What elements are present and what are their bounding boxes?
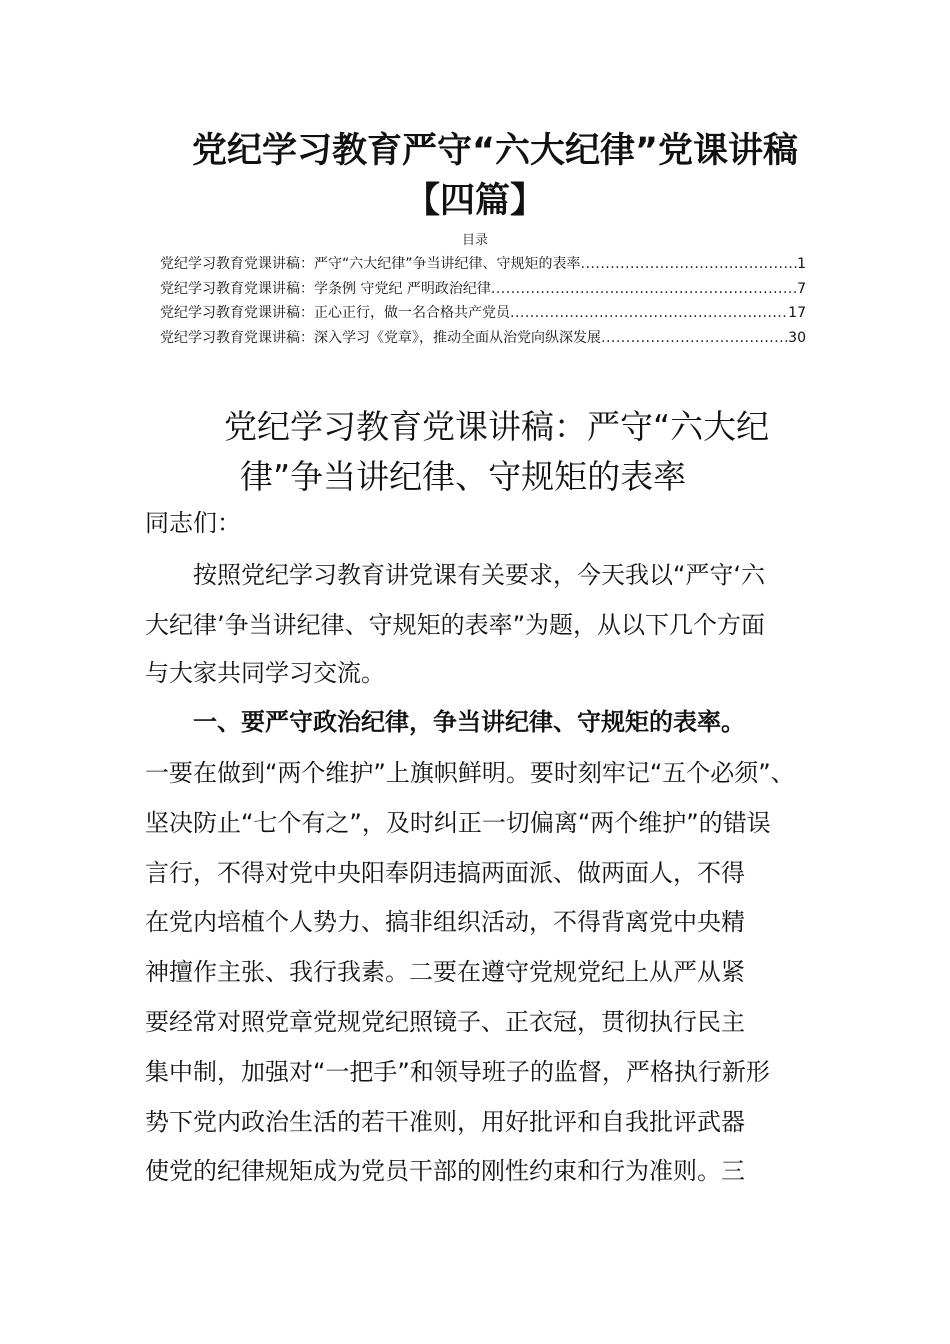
toc-entry[interactable] bbox=[160, 252, 806, 277]
toc-page-number: 1 bbox=[797, 256, 806, 272]
paragraph-line: 要经常对照党章党规党纪照镜子、正衣冠，贯彻执行民主 bbox=[145, 1008, 745, 1036]
document-title-line-1: 党纪学习教育严守“六大纪律”党课讲稿 bbox=[191, 131, 798, 171]
toc-heading: 目录 bbox=[461, 233, 488, 248]
toc-entry[interactable] bbox=[160, 277, 806, 302]
toc-entry[interactable] bbox=[160, 301, 806, 326]
toc-leader-dots bbox=[581, 252, 798, 277]
paragraph-line: 神擅作主张、我行我素。二要在遵守党规党纪上从严从紧 bbox=[145, 958, 745, 986]
table-of-contents bbox=[160, 252, 806, 350]
paragraph-line: 使党的纪律规矩成为党员干部的刚性约束和行为准则。三 bbox=[145, 1157, 745, 1185]
salutation: 同志们： bbox=[145, 509, 241, 537]
document-title-line-2: 【四篇】 bbox=[404, 181, 545, 221]
section-heading-1: 一、要严守政治纪律，争当讲纪律、守规矩的表率。 bbox=[193, 708, 745, 736]
paragraph-line: 言行，不得对党中央阳奉阴违搞两面派、做两面人，不得 bbox=[145, 859, 745, 887]
section-title-line-2: 律”争当讲纪律、守规矩的表率 bbox=[240, 457, 687, 496]
paragraph-line: 一要在做到“两个维护”上旗帜鲜明。要时刻牢记“五个必须”、 bbox=[145, 759, 795, 787]
paragraph-line: 在党内培植个人势力、搞非组织活动，不得背离党中央精 bbox=[145, 908, 745, 936]
paragraph-line: 大纪律’争当讲纪律、守规矩的表率”为题，从以下几个方面 bbox=[145, 611, 766, 639]
toc-leader-dots bbox=[510, 301, 788, 326]
paragraph-line: 势下党内政治生活的若干准则，用好批评和自我批评武器 bbox=[145, 1108, 745, 1136]
paragraph-line: 按照党纪学习教育讲党课有关要求，今天我以“严守‘六 bbox=[193, 561, 766, 589]
toc-leader-dots bbox=[491, 277, 797, 302]
toc-entry-text: 党纪学习教育党课讲稿：正心正行，做一名合格共产党员 bbox=[160, 305, 510, 321]
section-title-line-1: 党纪学习教育党课讲稿：严守“六大纪 bbox=[224, 407, 770, 446]
toc-entry-text: 党纪学习教育党课讲稿：深入学习《党章》，推动全面从治党向纵深发展 bbox=[160, 329, 601, 346]
toc-page-number: 17 bbox=[788, 305, 806, 321]
toc-entry[interactable] bbox=[160, 326, 806, 351]
paragraph-line: 集中制，加强对“一把手”和领导班子的监督，严格执行新形 bbox=[145, 1058, 770, 1086]
paragraph-line: 与大家共同学习交流。 bbox=[145, 659, 385, 687]
toc-entry-text: 党纪学习教育党课讲稿：学条例 守党纪 严明政治纪律 bbox=[160, 280, 491, 297]
toc-page-number: 7 bbox=[797, 280, 806, 297]
toc-page-number: 30 bbox=[788, 329, 806, 346]
toc-leader-dots bbox=[601, 326, 788, 351]
toc-entry-text: 党纪学习教育党课讲稿：严守“六大纪律”争当讲纪律、守规矩的表率 bbox=[160, 256, 581, 272]
paragraph-line: 坚决防止“七个有之”，及时纠正一切偏离“两个维护”的错误 bbox=[145, 809, 771, 837]
